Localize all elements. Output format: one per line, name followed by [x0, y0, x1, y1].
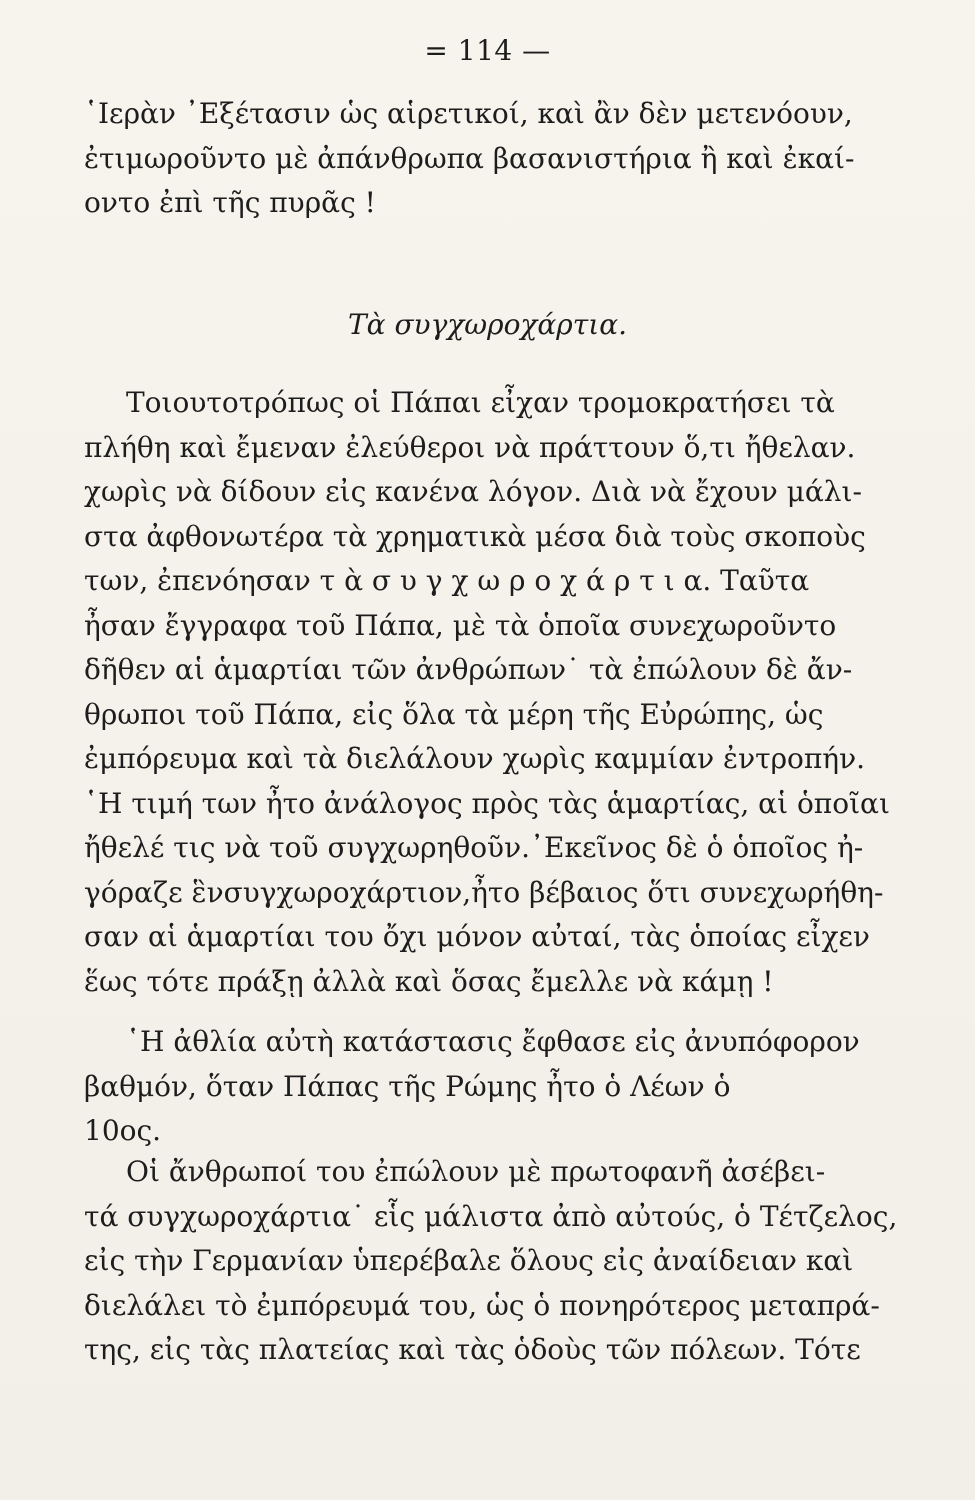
paragraph-line: ἦσαν ἔγγραφα τοῦ Πάπα, μὲ τὰ ὁποῖα συνεχωροῦντο	[84, 608, 837, 642]
paragraph-line: ἐτιμωροῦντο μὲ ἀπάνθρωπα βασανιστήρια ἢ καὶ ἐκαί-	[84, 141, 855, 175]
paragraph-line: 10ος.	[84, 1114, 162, 1147]
paragraph-line: των, ἐπενόησαν τ ὰ σ υ γ χ ω ρ ο χ ά ρ τ ι α. Ταῦτα	[84, 564, 810, 597]
paragraph-line: διελάλει τὸ ἐμπόρευμά του, ὡς ὁ πονηρότερος μεταπρά-	[84, 1288, 880, 1322]
paragraph-3	[84, 1020, 904, 1154]
section-title: Τὰ συγχωροχάρτια.	[347, 308, 628, 341]
paragraph-line: εἰς τὴν Γερμανίαν ὑπερέβαλε ὅλους εἰς ἀναίδειαν καὶ	[84, 1244, 854, 1277]
paragraph-line: ἕως τότε πράξῃ ἀλλὰ καὶ ὅσας ἔμελλε νὰ κάμῃ !	[84, 964, 774, 998]
paragraph-line: χωρὶς νὰ δίδουν εἰς κανένα λόγον. Διὰ νὰ ἔχουν μάλι-	[84, 475, 862, 508]
paragraph-line: βαθμόν, ὅταν Πάπας τῆς Ρώμης ἦτο ὁ Λέων ὁ	[84, 1069, 731, 1103]
paragraph-line: τά συγχωροχάρτια˙ εἷς μάλιστα ἀπὸ αὐτούς, ὁ Τέτζελος,	[84, 1199, 898, 1233]
paragraph-line: οντο ἐπὶ τῆς πυρᾶς !	[84, 186, 376, 219]
paragraph-line: Τοιουτοτρόπως οἱ Πάπαι εἶχαν τρομοκρατήσει τὰ	[126, 386, 835, 419]
paragraph-2	[84, 381, 904, 1004]
paragraph-line: ἐμπόρευμα καὶ τὰ διελάλουν χωρὶς καμμίαν ἐντροπήν.	[84, 742, 865, 775]
paragraph-line: γόραζε ἓνσυγχωροχάρτιον,ἦτο βέβαιος ὅτι συνεχωρήθη-	[84, 875, 884, 909]
paragraph-line: σαν αἱ ἁμαρτίαι του ὄχι μόνον αὐταί, τὰς ὁποίας εἶχεν	[84, 920, 870, 953]
page-number: = 114 —	[424, 34, 551, 67]
paragraph-line: ῾Η ἀθλία αὐτὴ κατάστασις ἔφθασε εἰς ἀνυπόφορον	[126, 1025, 860, 1058]
paragraph-line: ῾Η τιμή των ἦτο ἀνάλογος πρὸς τὰς ἁμαρτίας, αἱ ὁποῖαι	[84, 786, 890, 820]
paragraph-line: πλήθη καὶ ἔμεναν ἐλεύθεροι νὰ πράττουν ὅ,τι ἤθελαν.	[84, 430, 856, 464]
paragraph-line: Οἱ ἄνθρωποί του ἐπώλουν μὲ πρωτοφανῆ ἀσέβει-	[126, 1155, 826, 1188]
paragraph-1	[84, 92, 904, 226]
paragraph-line: ἤθελέ τις νὰ τοῦ συγχωρηθοῦν.᾿Εκεῖνος δὲ ὁ ὁποῖος ἠ-	[84, 831, 864, 864]
paragraph-line: στα ἀφθονωτέρα τὰ χρηματικὰ μέσα διὰ τοὺς σκοποὺς	[84, 519, 866, 553]
paragraph-line: δῆθεν αἱ ἁμαρτίαι τῶν ἀνθρώπων˙ τὰ ἐπώλουν δὲ ἄν-	[84, 653, 853, 686]
paragraph-line: θρωποι τοῦ Πάπα, εἰς ὅλα τὰ μέρη τῆς Εὐρώπης, ὡς	[84, 697, 824, 731]
paragraph-line: ῾Ιερὰν ᾿Εξέτασιν ὡς αἱρετικοί, καὶ ἂν δὲν μετενόουν,	[84, 97, 853, 130]
paragraph-4	[84, 1150, 904, 1373]
paragraph-line: της, εἰς τὰς πλατείας καὶ τὰς ὁδοὺς τῶν πόλεων. Τότε	[84, 1333, 861, 1366]
